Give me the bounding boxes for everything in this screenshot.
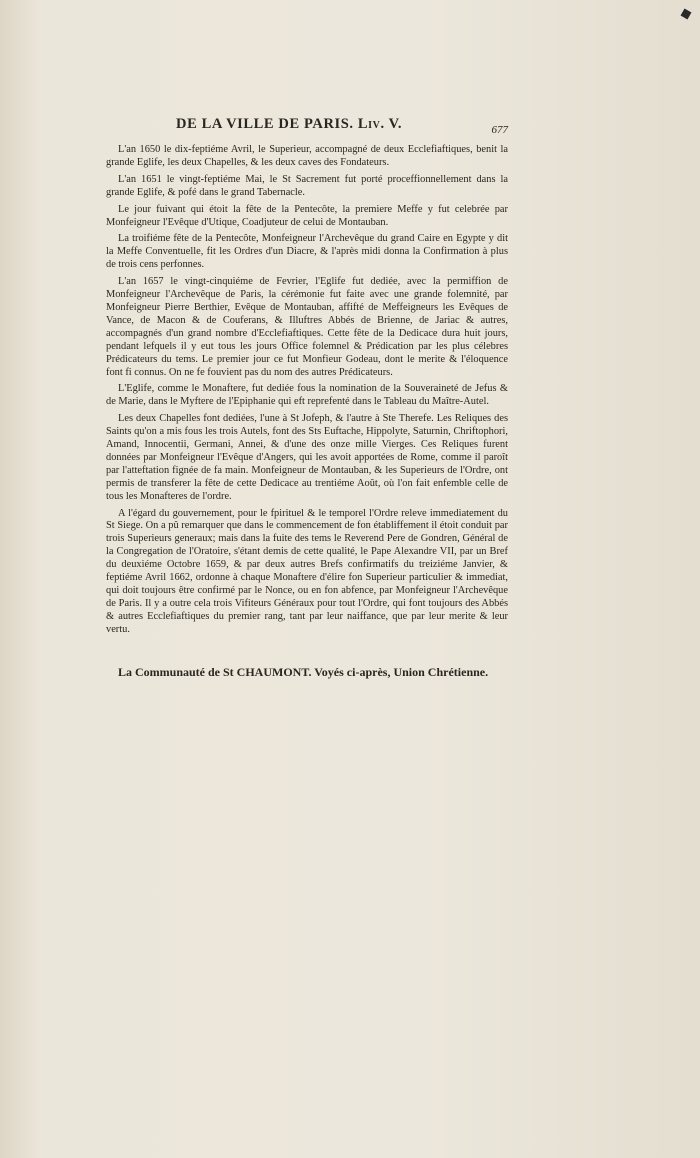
corner-mark xyxy=(681,9,692,20)
page-number: 677 xyxy=(491,124,508,136)
paragraph: Le jour fuivant qui étoit la fête de la Pentecôte, la premiere Meffe y fut celebrée par Monfeigneur l'Evêque d'Utique, Coadjuteur de celui de Montauban. xyxy=(106,203,508,228)
paragraph: La troifiéme fête de la Pentecôte, Monfeigneur l'Archevêque du grand Caire en Egypte y dit la Meffe Conventuelle, fit les Ordres d'un Diacre, & l'après midi donna la Confirmation à plus de trois cens perfonnes. xyxy=(106,233,508,271)
paragraph: A l'égard du gouvernement, pour le fpirituel & le temporel l'Ordre releve immediatement du St Siege. On a pû remarquer que dans le commencement de fon établiffement il étoit conduit par trois Superieurs generaux; mais dans la fuite des tems le Reverend Pere de Gondren, Général de la Congregation de l'Oratoire, s'étant demis de cette qualité, le Pape Alexandre VII, par un Bref du deuxiéme Octobre 1659, & par deux autres Brefs confirmatifs du treiziéme Janvier, & feptiéme Avril 1662, ordonne à chaque Monaftere d'élire fon Superieur particulier & immediat, qui doit toujours être confirmé par le Nonce, ou en fon abfence, par Monfeigneur l'Archevêque de Paris. Il y a outre cela trois Vifiteurs Généraux pour tout l'Ordre, qui font toujours des Abbés & autres Ecclefiaftiques du premier rang, tant par leur naiffance, que par leur merite & leur vertu. xyxy=(106,507,508,635)
paragraph: Les deux Chapelles font dediées, l'une à St Jofeph, & l'autre à Ste Therefe. Les Reliques des Saints qu'on a mis fous les trois Autels, font des Sts Euftache, Hippolyte, Saturnin, Chriftophori, Amand, Innocentii, Germani, Annei, & d'une des onze mille Vierges. Ces Reliques furent données par Monfeigneur l'Evêque d'Angers, qui les avoit apportées de Rome, comme il paroît par l'atteftation fignée de fa main. Monfeigneur de Montauban, & les Superieurs de l'Ordre, ont permis de transferer la fête de cette Dedicace au trentiéme Août, où l'on fait enfemble celle de tous les Monafteres de l'ordre. xyxy=(106,413,508,502)
running-head xyxy=(106,118,508,144)
closing-entry: La Communauté de St CHAUMONT. Voyés ci-après, Union Chrétienne. xyxy=(118,664,489,679)
paragraph: L'an 1657 le vingt-cinquiéme de Fevrier, l'Eglife fut dediée, avec la permiffion de Monfeigneur l'Archevêque de Paris, la cérémonie fut faite avec une grande folemnité, par Monfeigneur Pierre Berthier, Evêque de Montauban, affifté de Meffeigneurs les Evêques de Vance, de Macon & de Couferans, & Illuftres Abbés de Brienne, de Jariac & autres, accompagnés d'un grand nombre d'Ecclefiaftiques. Cette fête de la Dedicace dura huit jours, pendant lefquels il y eut tous les jours Office folemnel & Prédication par les plus célebres Prédicateurs du tems. Le premier jour ce fut Monfieur Godeau, dont le merite & l'éloquence font fi connus. On ne fe fouvient pas du nom des autres Prédicateurs. xyxy=(106,276,508,378)
text-block xyxy=(106,118,508,692)
paragraph: L'an 1651 le vingt-feptiéme Mai, le St Sacrement fut porté proceffionnellement dans la grande Eglife, & pofé dans le grand Tabernacle. xyxy=(106,173,508,198)
running-head-title: DE LA VILLE DE PARIS. Liv. V. xyxy=(176,116,403,132)
paragraph: L'Eglife, comme le Monaftere, fut dediée fous la nomination de la Souveraineté de Jefus & de Marie, dans le Myftere de l'Epiphanie qui eft reprefenté dans le Tableau du Maître-Autel. xyxy=(106,383,508,408)
paragraph: L'an 1650 le dix-feptiéme Avril, le Superieur, accompagné de deux Ecclefiaftiques, benit la grande Eglife, les deux Chapelles, & les deux caves des Fondateurs. xyxy=(106,144,508,168)
